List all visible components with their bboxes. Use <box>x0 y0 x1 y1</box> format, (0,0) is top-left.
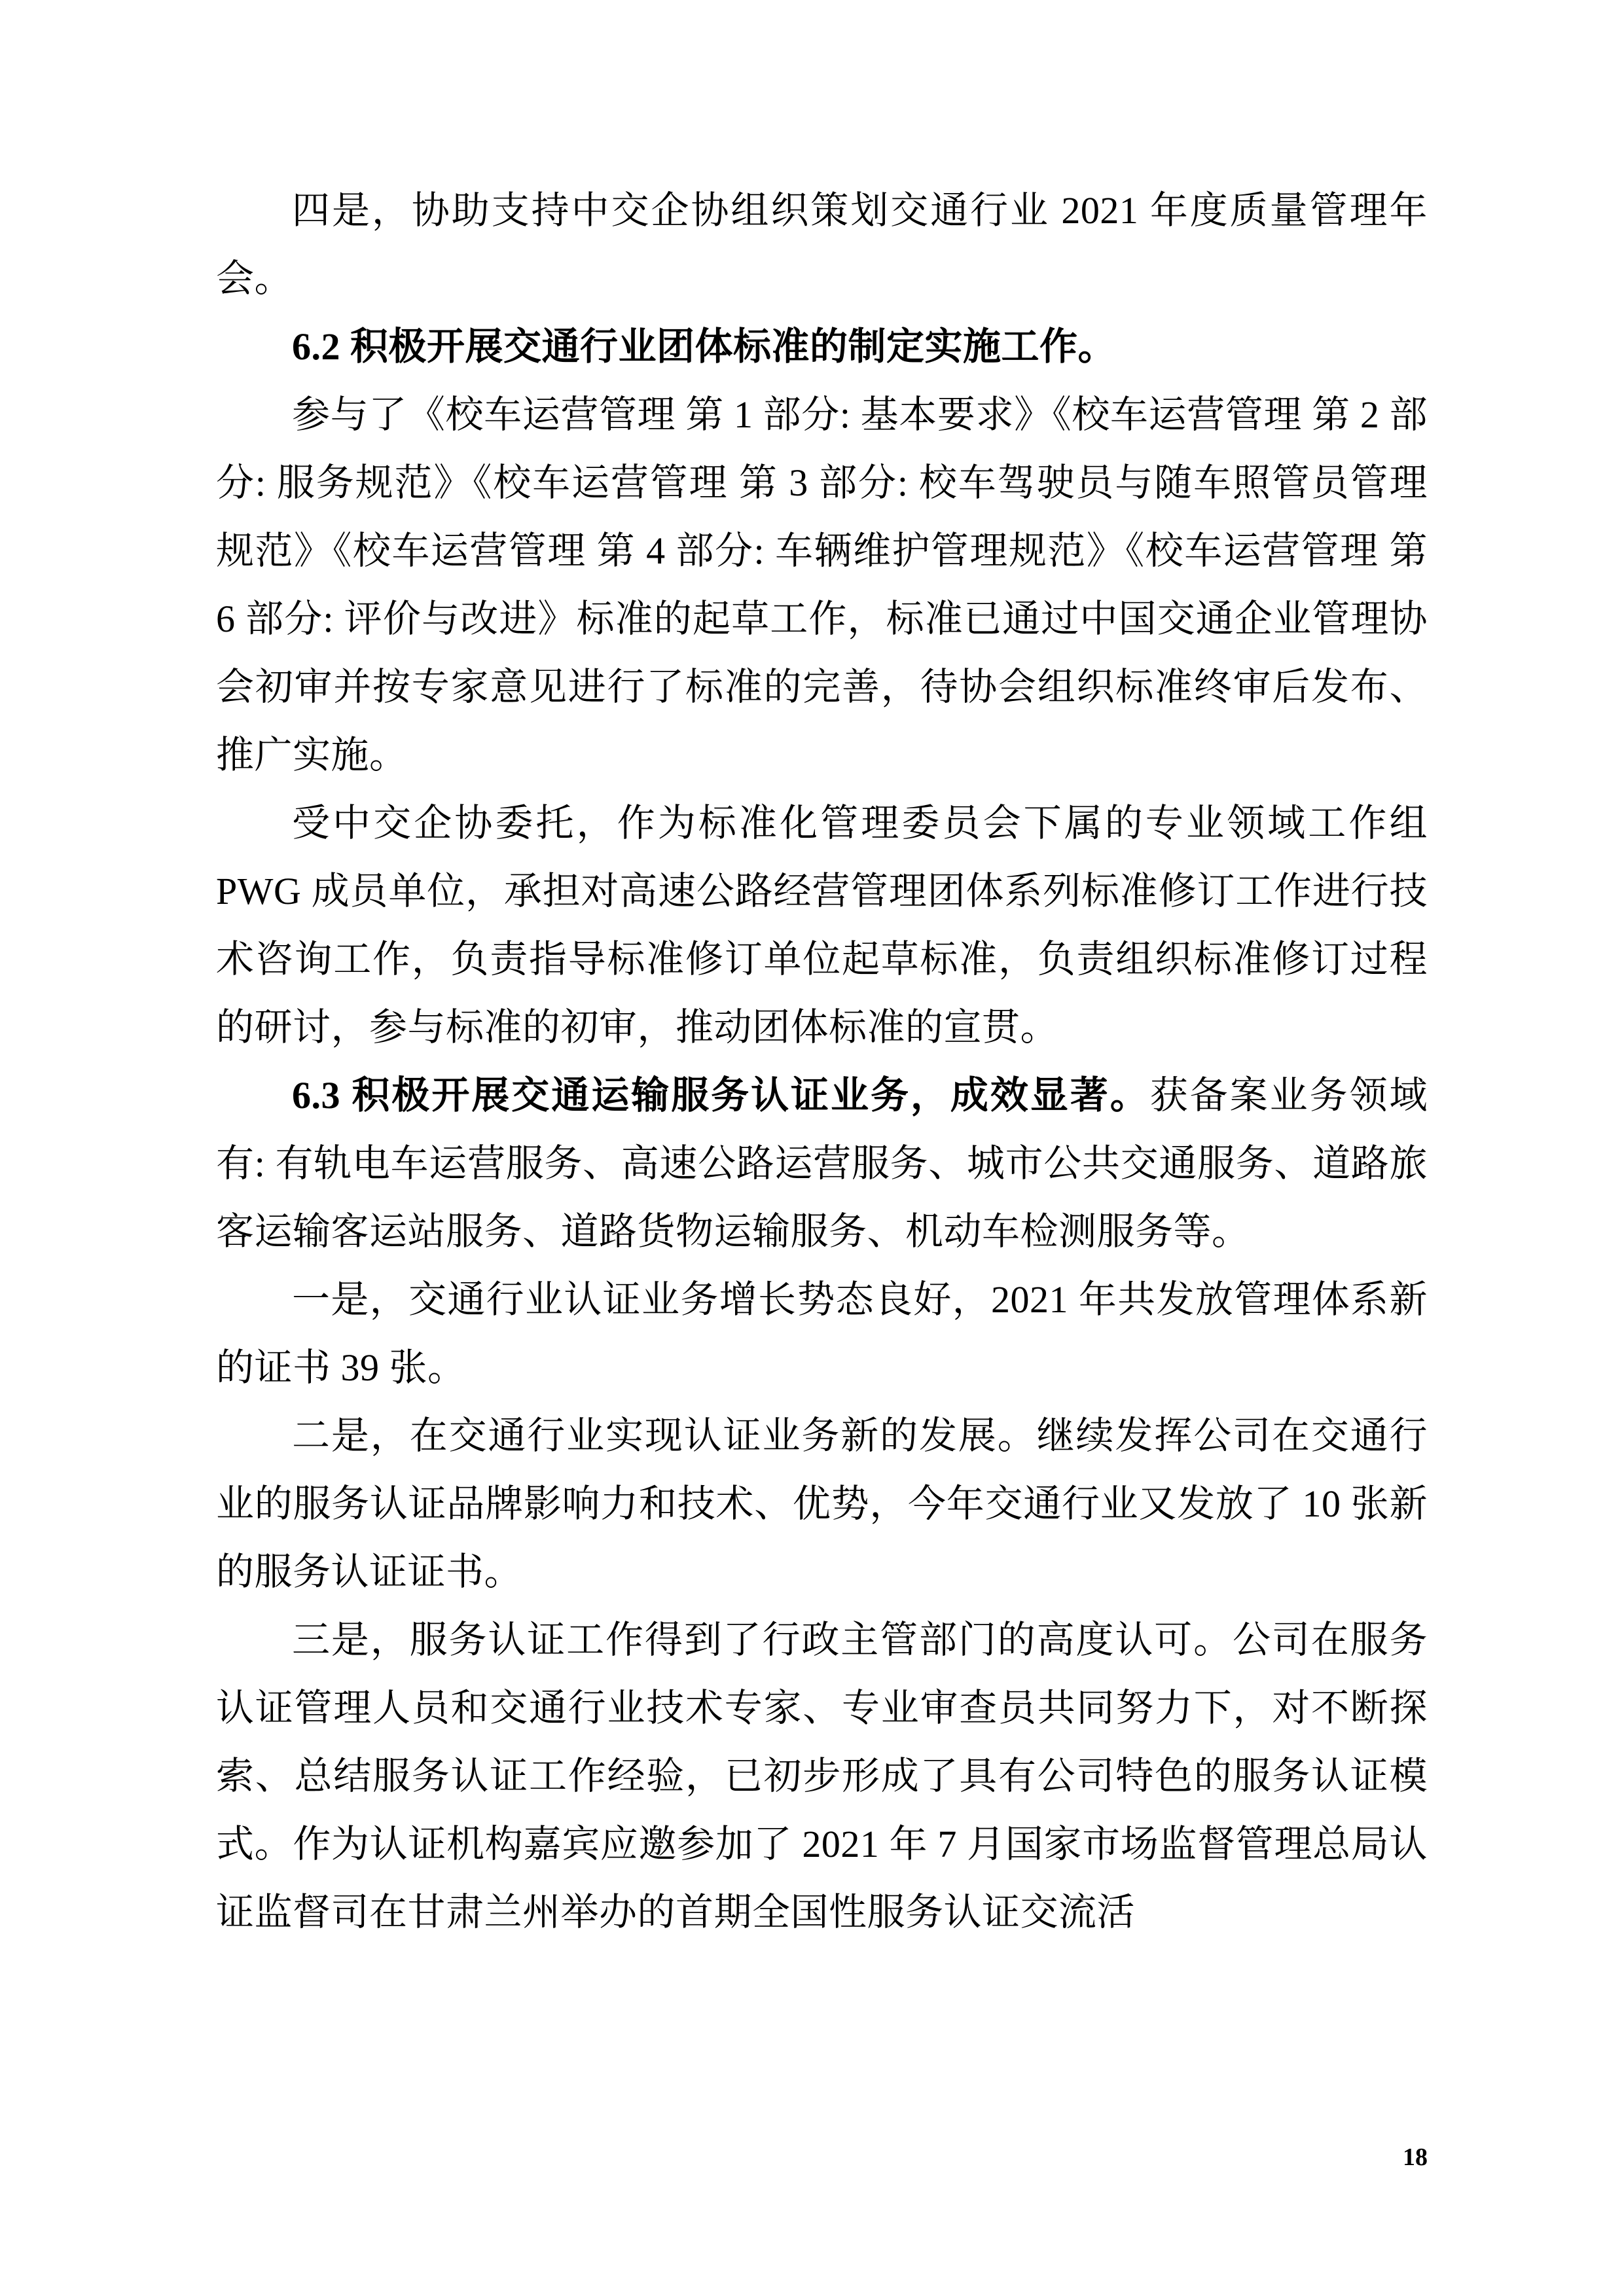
section-heading-6-3-paragraph <box>216 1062 1428 1266</box>
section-heading-6-2: 6.2 积极开展交通行业团体标准的制定实施工作。 <box>292 325 1117 368</box>
section-6-3-body-text: 获备案业务领域有: 有轨电车运营服务、高速公路运营服务、城市公共交通服务、道路旅客运输客运站服务、道路货物运输服务、机动车检测服务等。 <box>216 1074 1428 1253</box>
paragraph-four-is: 四是，协助支持中交企协组织策划交通行业 2021 年度质量管理年会。 <box>216 189 1428 300</box>
paragraph-pwg-member: 受中交企协委托，作为标准化管理委员会下属的专业领域工作组 PWG 成员单位，承担对高速公路经营管理团体系列标准修订工作进行技术咨询工作，负责指导标准修订单位起草标准，负责组织标准修订过程的研讨，参与标准的初审，推动团体标准的宣贯。 <box>216 802 1428 1049</box>
section-heading-6-3-label: 6.3 积极开展交通运输服务认证业务，成效显著。 <box>292 1074 1150 1117</box>
paragraph-standards-participation: 参与了《校车运营管理 第 1 部分: 基本要求》《校车运营管理 第 2 部分: 服务规范》《校车运营管理 第 3 部分: 校车驾驶员与随车照管员管理规范》《校车运营管理 第 4 部分: 车辆维护管理规范》《校车运营管理 第 6 部分: 评价与改进》标准的起草工作，标准已通过中国交通企业管理协会初审并按专家意见进行了标准的完善，待协会组织标准终审后发布、推广实施。 <box>216 393 1428 776</box>
paragraph-three-is: 三是，服务认证工作得到了行政主管部门的高度认可。公司在服务认证管理人员和交通行业技术专家、专业审查员共同努力下，对不断探索、总结服务认证工作经验，已初步形成了具有公司特色的服务认证模式。作为认证机构嘉宾应邀参加了 2021 年 7 月国家市场监督管理总局认证监督司在甘肃兰州举办的首期全国性服务认证交流活 <box>216 1619 1428 1933</box>
paragraph-two-is: 二是，在交通行业实现认证业务新的发展。继续发挥公司在交通行业的服务认证品牌影响力和技术、优势，今年交通行业又发放了 10 张新的服务认证证书。 <box>216 1414 1428 1593</box>
page-number: 18 <box>1403 2144 1428 2171</box>
paragraph-one-is: 一是，交通行业认证业务增长势态良好，2021 年共发放管理体系新的证书 39 张。 <box>216 1278 1428 1389</box>
document-body <box>216 177 1428 1946</box>
